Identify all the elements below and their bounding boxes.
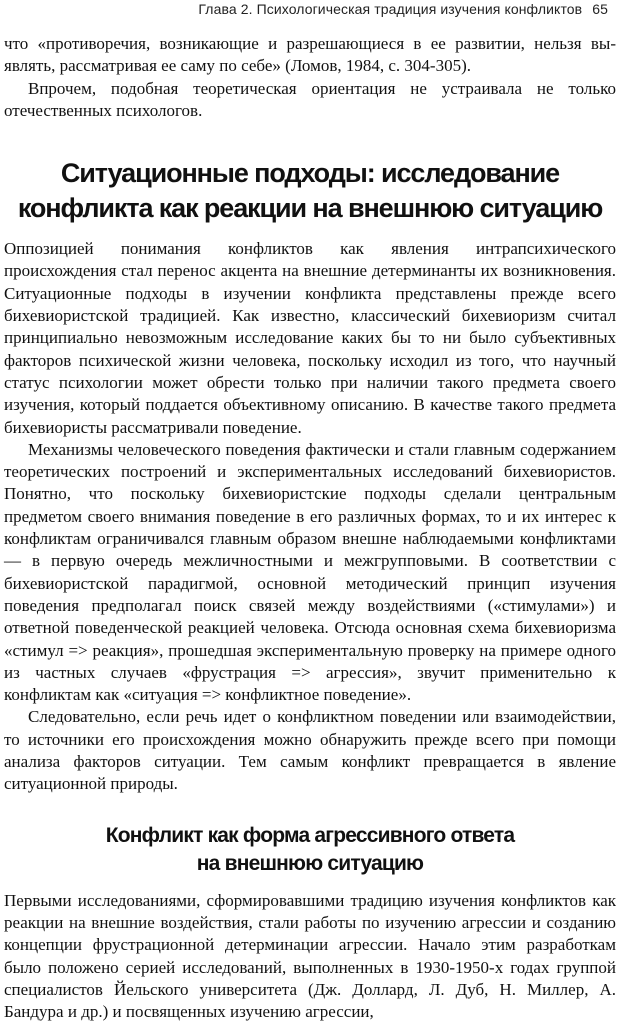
running-header xyxy=(4,0,616,31)
page-number: 65 xyxy=(592,1,608,17)
paragraph-continuation: что «противоречия, возникающие и разрешающиеся в ее развитии, нельзя вы-являть, рассматривая ее саму по себе» (Ломов, 1984, с. 304-305). xyxy=(4,34,616,76)
subsection-paragraph-1: Первыми исследованиями, сформировавшими традицию изучения конфликтов как реакции на внешние воздействия, стали работы по изучению агрессии и созданию концепции фрустрационной детерминации агрессии. Начало этим разработкам было положено серией исследований, выполненных в 1930-1950-х годах группой специалистов Йельского университета (Дж. Доллард, Л. Дуб, Н. Миллер, А. Бандура и др.) и посвященных изучению агрессии, xyxy=(4,890,616,1022)
running-title: Глава 2. Психологическая традиция изучения конфликтов xyxy=(198,1,583,17)
subsection-heading-line-1: Конфликт как форма агрессивного ответа xyxy=(105,823,515,847)
section-heading-line-1: Ситуационные подходы: исследование xyxy=(60,158,560,189)
subsection-heading-line-2: на внешнюю ситуацию xyxy=(196,851,424,875)
section-heading-line-2: конфликта как реакции на внешнюю ситуацию xyxy=(17,193,603,224)
section-paragraph-3: Следовательно, если речь идет о конфликтном поведении или взаимодействии, то источники его происхождения можно обнаружить прежде всего при помощи анализа факторов ситуации. Тем самым конфликт превращается в явление ситуационной природы. xyxy=(4,707,616,794)
section-paragraph-1: Оппозицией понимания конфликтов как явления интрапсихического происхождения стал перенос акцента на внешние детерминанты их возникновения. Ситуационные подходы в изучении конфликта представлены прежде всего бихевиористской традицией. Как известно, классический бихевиоризм считал принципиально невозможным исследование каких бы то ни было субъективных факторов психической жизни человека, поскольку исходил из того, что научный статус психологии может обрести только при наличии такого предмета своего изучения, который поддается объективному описанию. В качестве такого предмета бихевиористы рассматривали поведение. xyxy=(4,239,616,437)
subsection-heading xyxy=(4,822,616,878)
section-heading xyxy=(4,156,616,226)
paragraph-orientation: Впрочем, подобная теоретическая ориентация не устраивала не только отечественных психологов. xyxy=(4,78,616,120)
section-paragraph-2: Механизмы человеческого поведения фактически и стали главным содержанием теоретических построений и экспериментальных исследований бихевиористов. Понятно, что поскольку бихевиористские подходы сделали центральным предметом своего внимания поведение в его различных формах, то и их интерес к конфликтам ограничивался главным образом внешне наблюдаемыми конфликтами — в первую очередь межличностными и межгрупповыми. В соответствии с бихевиористской парадигмой, основной методический принцип изучения поведения предполагал поиск связей между воздействиями («стимулами») и ответной поведенческой реакцией человека. Отсюда основная схема бихевиоризма «стимул => реакция», прошедшая экспериментальную проверку на примере одного из частных случаев «фрустрация => агрессия», звучит применительно к конфликтам как «ситуация => конфликтное поведение». xyxy=(4,439,616,705)
